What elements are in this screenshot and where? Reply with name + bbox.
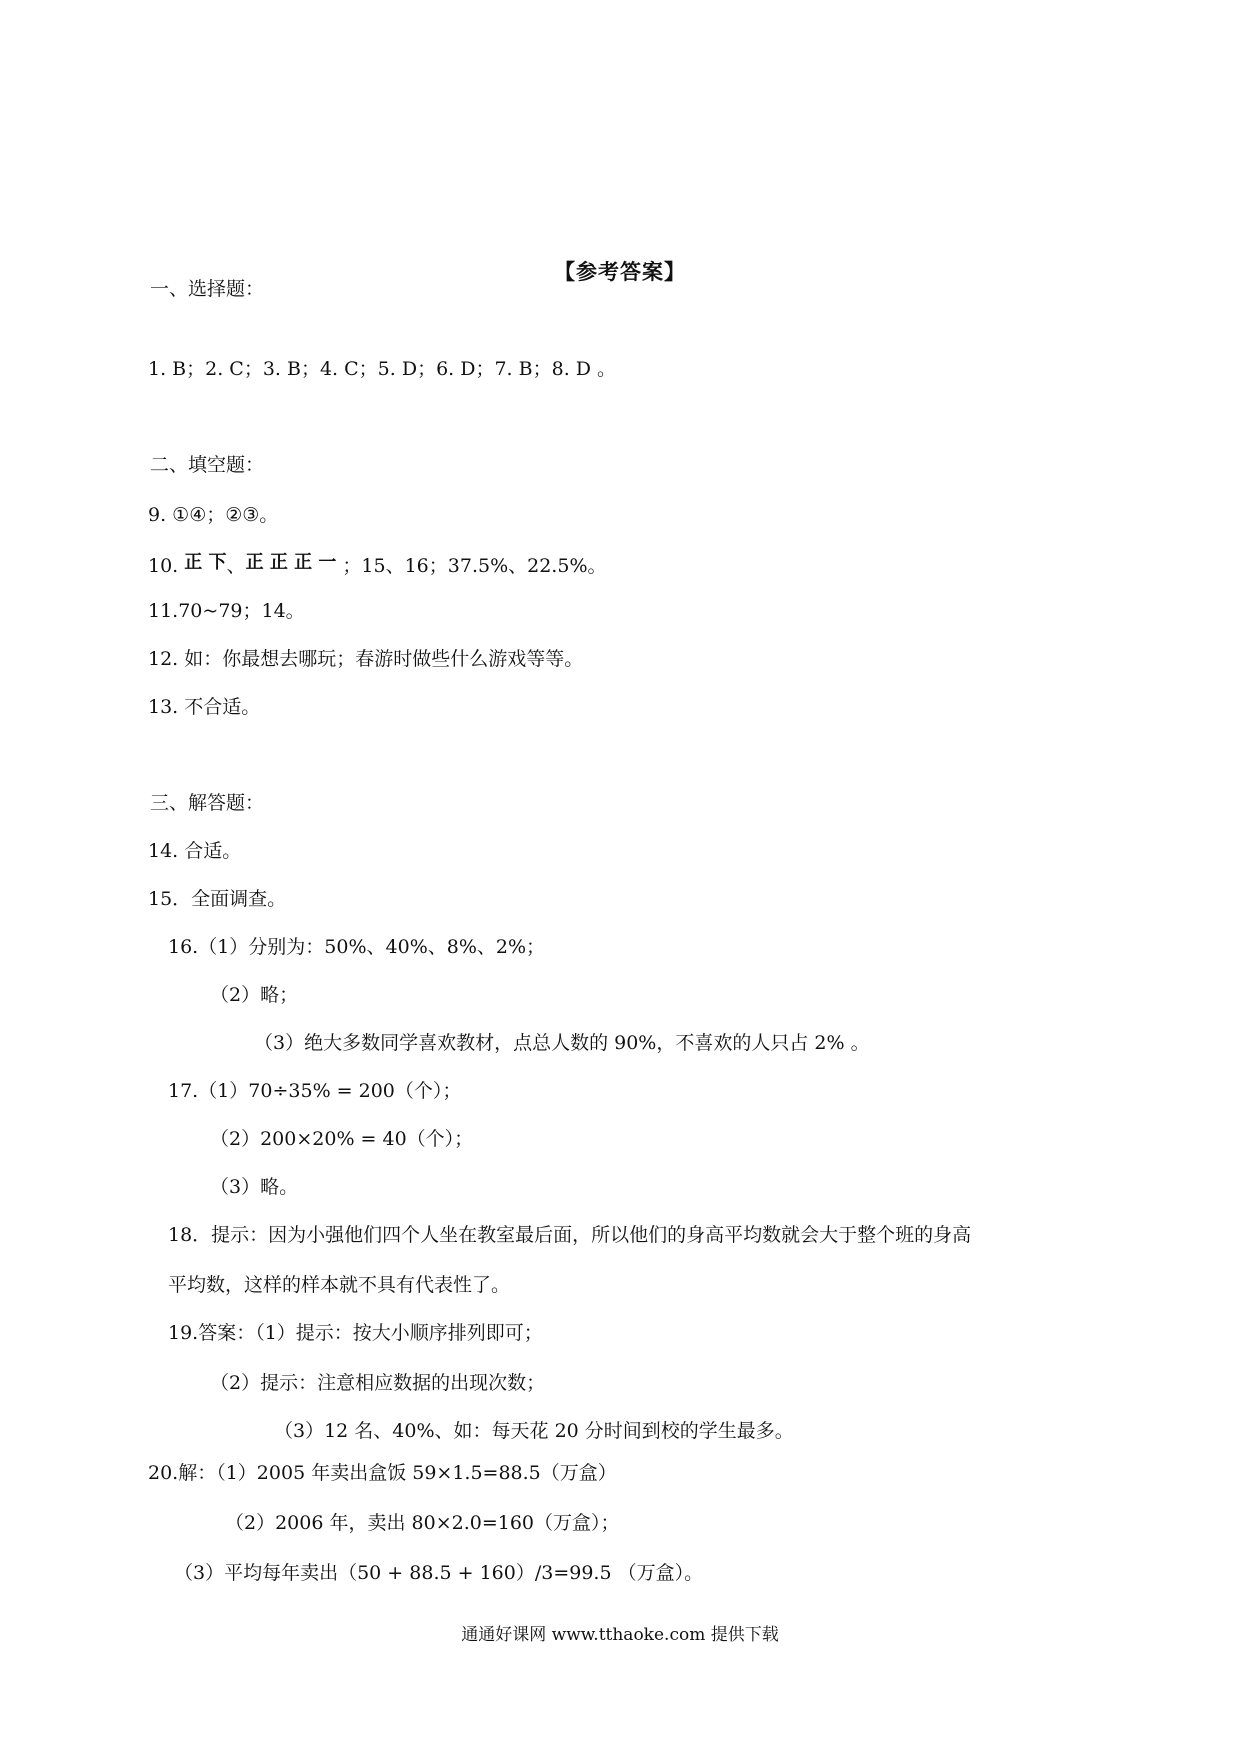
answer-20-part-2: （2）2006 年，卖出 80×2.0=160（万盒）； xyxy=(225,1512,620,1534)
answer-12: 12. 如：你最想去哪玩；春游时做些什么游戏等等。 xyxy=(148,648,584,670)
answer-13: 13. 不合适。 xyxy=(148,696,261,718)
section-heading-choice: 一、选择题： xyxy=(150,278,265,300)
answer-19-part-1: 19.答案：（1）提示：按大小顺序排列即可； xyxy=(168,1322,543,1344)
answer-16-part-2: （2）略； xyxy=(210,984,299,1006)
answer-20-part-1: 20.解：（1）2005 年卖出盒饭 59×1.5=88.5（万盒） xyxy=(148,1462,617,1484)
answer-10 xyxy=(148,550,607,579)
choice-answers: 1. B；2. C；3. B；4. C；5. D；6. D；7. B；8. D 。 xyxy=(148,358,617,380)
answer-9: 9. ①④；②③。 xyxy=(148,504,279,526)
answer-19-part-3: （3）12 名、40%、如：每天花 20 分时间到校的学生最多。 xyxy=(274,1420,794,1442)
answer-10-separator: 、 xyxy=(226,555,246,577)
section-heading-fill: 二、填空题： xyxy=(150,454,265,476)
tally-mark-group-2: 正 正 正 一 xyxy=(245,552,337,573)
page-title: 【参考答案】 xyxy=(554,260,686,284)
answer-10-rest: ；15、16；37.5%、22.5%。 xyxy=(342,555,607,577)
footer-credit: 通通好课网 www.tthaoke.com 提供下载 xyxy=(461,1625,779,1645)
answer-17-part-1: 17.（1）70÷35% = 200（个）； xyxy=(168,1080,462,1102)
tally-mark-group-1: 正 下 xyxy=(184,552,227,573)
answer-20-part-3: （3）平均每年卖出（50 + 88.5 + 160）/3=99.5 （万盒）。 xyxy=(174,1562,704,1584)
answer-14: 14. 合适。 xyxy=(148,840,242,862)
answer-18-line-2: 平均数，这样的样本就不具有代表性了。 xyxy=(168,1274,511,1296)
section-heading-solve: 三、解答题： xyxy=(150,792,265,814)
answer-10-number: 10. xyxy=(148,555,179,577)
answer-17-part-2: （2）200×20% = 40（个）； xyxy=(210,1128,474,1150)
answer-16-part-1: 16.（1）分别为：50%、40%、8%、2%； xyxy=(168,936,546,958)
answer-16-part-3: （3）绝大多数同学喜欢教材，点总人数的 90%，不喜欢的人只占 2% 。 xyxy=(254,1032,870,1054)
answer-17-part-3: （3）略。 xyxy=(210,1176,299,1198)
answer-19-part-2: （2）提示：注意相应数据的出现次数； xyxy=(210,1372,546,1394)
answer-11: 11.70~79；14。 xyxy=(148,600,305,622)
answer-18-line-1: 18．提示：因为小强他们四个人坐在教室最后面，所以他们的身高平均数就会大于整个班的身高 xyxy=(168,1224,972,1246)
answer-15: 15．全面调查。 xyxy=(148,888,287,910)
